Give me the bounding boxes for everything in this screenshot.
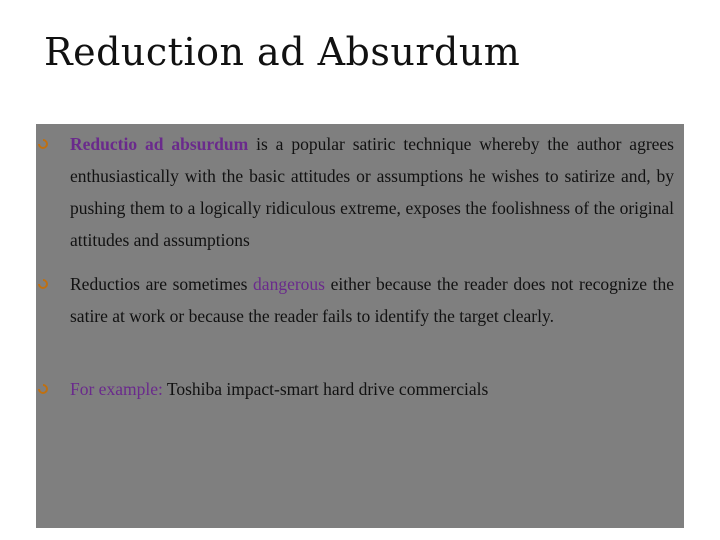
- bullet-text: either because the reader does not recognize the satire at work or because the reader fails to identify the target clearly.: [70, 274, 674, 326]
- example-label: For example:: [70, 379, 163, 399]
- dangerous-highlight: dangerous: [253, 274, 325, 294]
- bullet-text: is a popular satiric technique whereby the author agrees enthusiastically with the basic attitudes or assumptions he wishes to satirize and, by pushing them to a logically ridiculous extreme, exposes the foolishness of the original attitudes and assumptions: [70, 134, 674, 250]
- bullet-marker-icon: [36, 277, 50, 291]
- bullet-text: Toshiba impact-smart hard drive commercials: [162, 379, 489, 399]
- content-panel: [36, 124, 684, 528]
- slide-title: Reduction ad Absurdum: [44, 30, 521, 74]
- term-highlight: Reductio ad absurdum: [70, 134, 249, 154]
- bullet-text: Reductios are sometimes: [70, 274, 254, 294]
- bullet-marker-icon: [36, 382, 50, 396]
- bullet-marker-icon: [36, 137, 50, 151]
